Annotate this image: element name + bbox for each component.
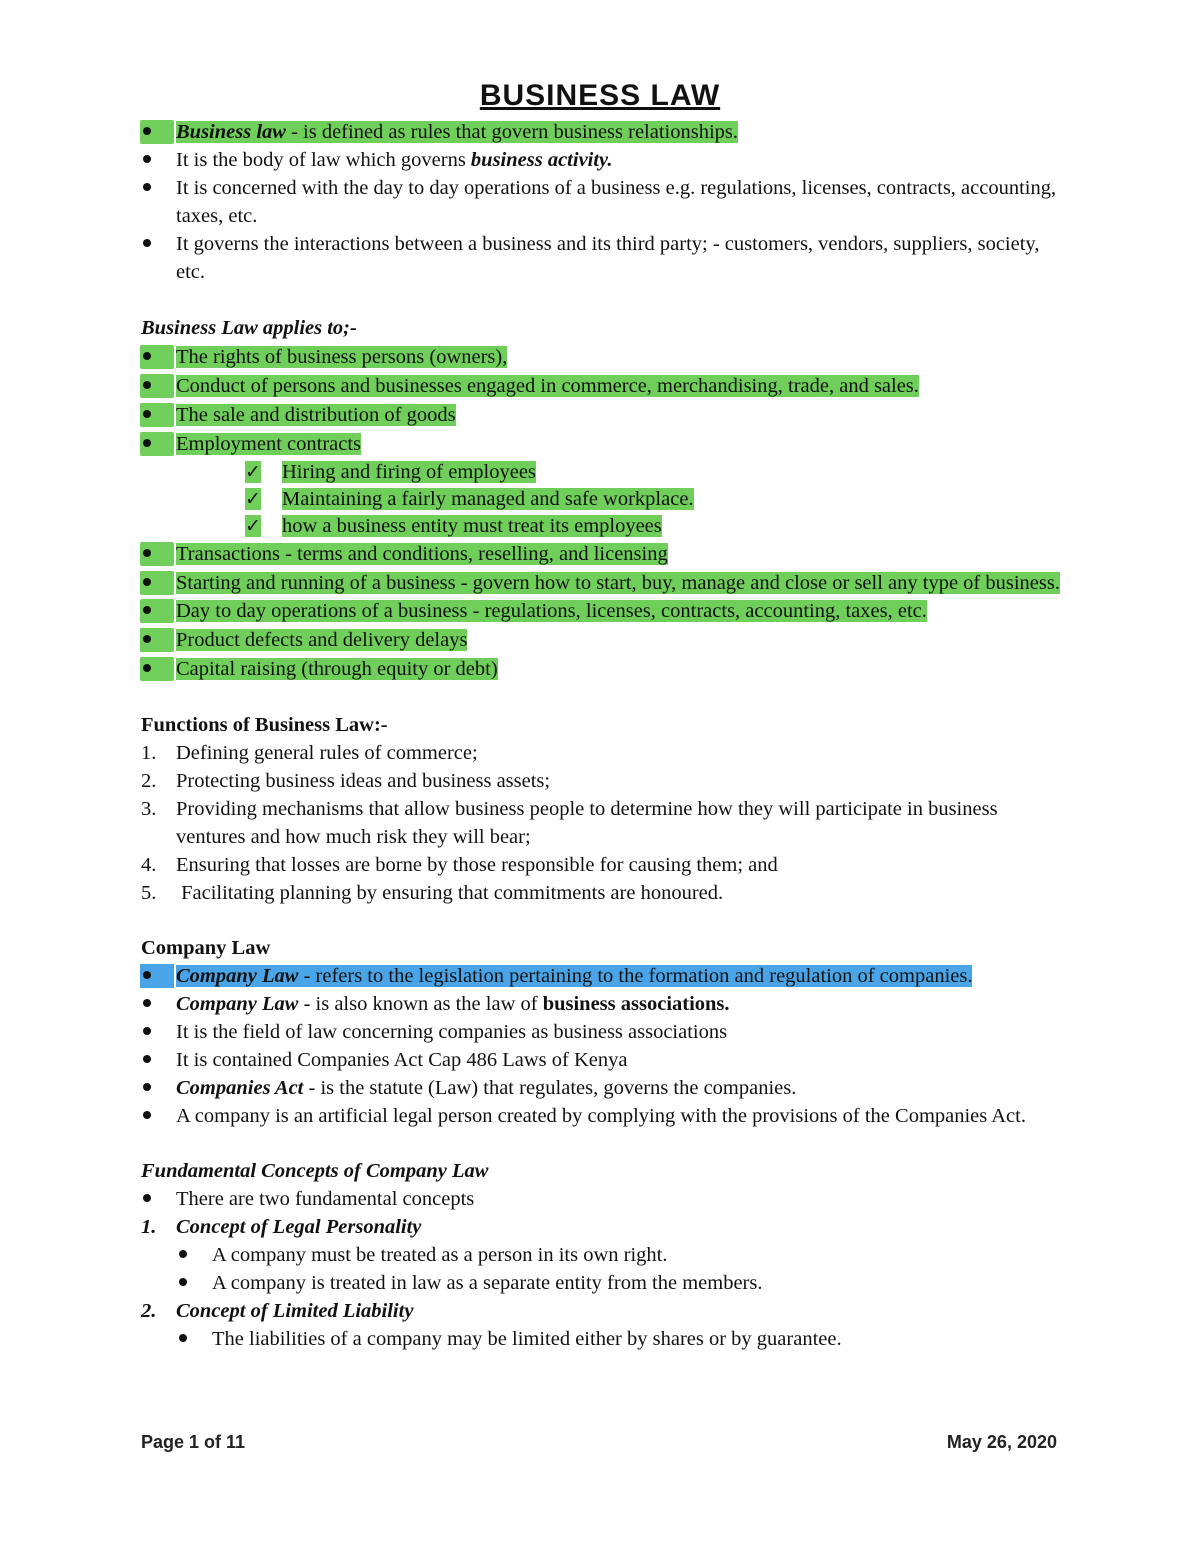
- emphasis-text: business associations.: [542, 993, 730, 1015]
- list-item: [141, 372, 1071, 401]
- footer-date: May 26, 2020: [946, 1432, 1057, 1452]
- bullet-icon: [141, 1018, 171, 1046]
- item-number: 2.: [141, 1300, 157, 1322]
- list-text: It is the field of law concerning companies as business associations: [176, 1021, 728, 1043]
- term: Business law: [176, 121, 286, 143]
- item-number: 3.: [141, 798, 157, 820]
- list-text: It is contained Companies Act Cap 486 Laws of Kenya: [176, 1049, 628, 1071]
- list-text: A company is an artificial legal person created by complying with the provisions of the Companies Act.: [176, 1105, 1026, 1127]
- list-item: [141, 597, 1071, 626]
- bullet-icon: [141, 1185, 171, 1213]
- bullet-icon: [141, 597, 171, 626]
- list-text: - is the statute (Law) that regulates, governs the companies.: [303, 1077, 797, 1099]
- list-text: The sale and distribution of goods: [176, 404, 456, 426]
- checklist-item: [141, 486, 1071, 513]
- numbered-item: [141, 879, 1071, 907]
- bullet-icon: [141, 990, 171, 1018]
- list-text: Product defects and delivery delays: [176, 629, 468, 651]
- section-heading-applies: Business Law applies to;-: [141, 317, 357, 339]
- list-text: Transactions - terms and conditions, reselling, and licensing: [176, 543, 668, 565]
- concept-title: Concept of Legal Personality: [176, 1216, 422, 1238]
- list-item: [141, 626, 1071, 655]
- bullet-icon: [141, 118, 171, 146]
- list-text: A company must be treated as a person in its own right.: [212, 1244, 668, 1266]
- document-body: [141, 118, 1071, 1353]
- term: Company Law: [176, 993, 299, 1015]
- bullet-icon: [141, 1102, 171, 1130]
- list-text: The liabilities of a company may be limited either by shares or by guarantee.: [212, 1328, 842, 1350]
- list-item: [141, 1046, 1071, 1074]
- bullet-icon: [177, 1269, 207, 1297]
- list-text: Conduct of persons and businesses engaged in commerce, merchandising, trade, and sales.: [176, 375, 919, 397]
- emphasis-text: business activity.: [470, 149, 613, 171]
- list-item: [141, 430, 1071, 459]
- list-item: [141, 1185, 1071, 1213]
- list-text: There are two fundamental concepts: [176, 1188, 475, 1210]
- numbered-item: [141, 767, 1071, 795]
- list-item: [141, 990, 1071, 1018]
- list-text: The rights of business persons (owners),: [176, 346, 508, 368]
- numbered-item: [141, 1297, 1071, 1325]
- list-item: [141, 230, 1071, 286]
- list-text: Capital raising (through equity or debt): [176, 658, 498, 680]
- list-text: Day to day operations of a business - regulations, licenses, contracts, accounting, taxes, etc.: [176, 600, 927, 622]
- bullet-icon: [177, 1325, 207, 1353]
- numbered-item: [141, 1213, 1071, 1241]
- list-item: [141, 1325, 1071, 1353]
- item-number: 2.: [141, 770, 157, 792]
- bullet-icon: [141, 540, 171, 569]
- section-heading-company-law: Company Law: [141, 937, 271, 959]
- list-text: Providing mechanisms that allow business people to determine how they will participate in business ventures and how much risk they will bear;: [176, 798, 998, 848]
- list-text: Employment contracts: [176, 433, 362, 455]
- list-item: [141, 1102, 1071, 1130]
- list-text: Starting and running of a business - govern how to start, buy, manage and close or sell any type of business.: [176, 572, 1060, 594]
- item-number: 4.: [141, 854, 157, 876]
- page-number: Page 1 of 11: [141, 1432, 246, 1452]
- checkmark-icon: ✓: [245, 461, 261, 483]
- list-text: - is also known as the law of: [298, 993, 543, 1015]
- list-text: Protecting business ideas and business assets;: [176, 770, 551, 792]
- list-item: [141, 1269, 1071, 1297]
- list-item: [141, 1018, 1071, 1046]
- list-text: Hiring and firing of employees: [282, 461, 536, 483]
- item-number: 1.: [141, 1216, 157, 1238]
- concept-title: Concept of Limited Liability: [176, 1300, 414, 1322]
- list-text: It is concerned with the day to day operations of a business e.g. regulations, licenses, contracts, accounting, taxes, etc.: [176, 177, 1057, 227]
- section-heading-fundamental: Fundamental Concepts of Company Law: [141, 1160, 489, 1182]
- numbered-item: [141, 739, 1071, 767]
- list-text: It is the body of law which governs: [176, 149, 471, 171]
- item-number: 1.: [141, 742, 157, 764]
- bullet-icon: [141, 230, 171, 258]
- list-item: [141, 118, 1071, 146]
- bullet-icon: [141, 401, 171, 430]
- item-number: 5.: [141, 882, 157, 904]
- bullet-icon: [141, 430, 171, 459]
- checkmark-icon: ✓: [245, 488, 261, 510]
- bullet-icon: [141, 343, 171, 372]
- list-item: [141, 962, 1071, 990]
- list-item: [141, 401, 1071, 430]
- definition-text: - refers to the legislation pertaining to the formation and regulation of companies.: [298, 965, 973, 987]
- bullet-icon: [141, 962, 171, 990]
- bullet-icon: [141, 146, 171, 174]
- bullet-icon: [177, 1241, 207, 1269]
- bullet-icon: [141, 1046, 171, 1074]
- list-item: [141, 569, 1071, 597]
- term: Companies Act: [176, 1077, 304, 1099]
- numbered-item: [141, 851, 1071, 879]
- list-item: [141, 540, 1071, 569]
- bullet-icon: [141, 626, 171, 655]
- term: Company Law: [176, 965, 299, 987]
- list-item: [141, 174, 1071, 230]
- definition-text: - is defined as rules that govern business relationships.: [285, 121, 739, 143]
- bullet-icon: [141, 174, 171, 202]
- checkmark-icon: ✓: [245, 515, 261, 537]
- checklist-item: [141, 513, 1071, 540]
- list-text: Facilitating planning by ensuring that commitments are honoured.: [176, 882, 724, 904]
- list-item: [141, 655, 1071, 684]
- page-title: BUSINESS LAW: [479, 79, 721, 112]
- section-heading-functions: Functions of Business Law:-: [141, 714, 388, 736]
- list-item: [141, 343, 1071, 372]
- list-text: It governs the interactions between a business and its third party; - customers, vendors, suppliers, society, etc.: [176, 233, 1040, 283]
- list-item: [141, 1241, 1071, 1269]
- list-text: Ensuring that losses are borne by those responsible for causing them; and: [176, 854, 778, 876]
- list-text: Maintaining a fairly managed and safe workplace.: [282, 488, 694, 510]
- checklist-item: [141, 459, 1071, 486]
- bullet-icon: [141, 569, 171, 597]
- numbered-item: [141, 795, 1071, 851]
- list-text: how a business entity must treat its employees: [282, 515, 662, 537]
- list-item: [141, 1074, 1071, 1102]
- bullet-icon: [141, 372, 171, 401]
- list-item: [141, 146, 1071, 174]
- list-text: Defining general rules of commerce;: [176, 742, 478, 764]
- bullet-icon: [141, 1074, 171, 1102]
- bullet-icon: [141, 655, 171, 684]
- list-text: A company is treated in law as a separate entity from the members.: [212, 1272, 763, 1294]
